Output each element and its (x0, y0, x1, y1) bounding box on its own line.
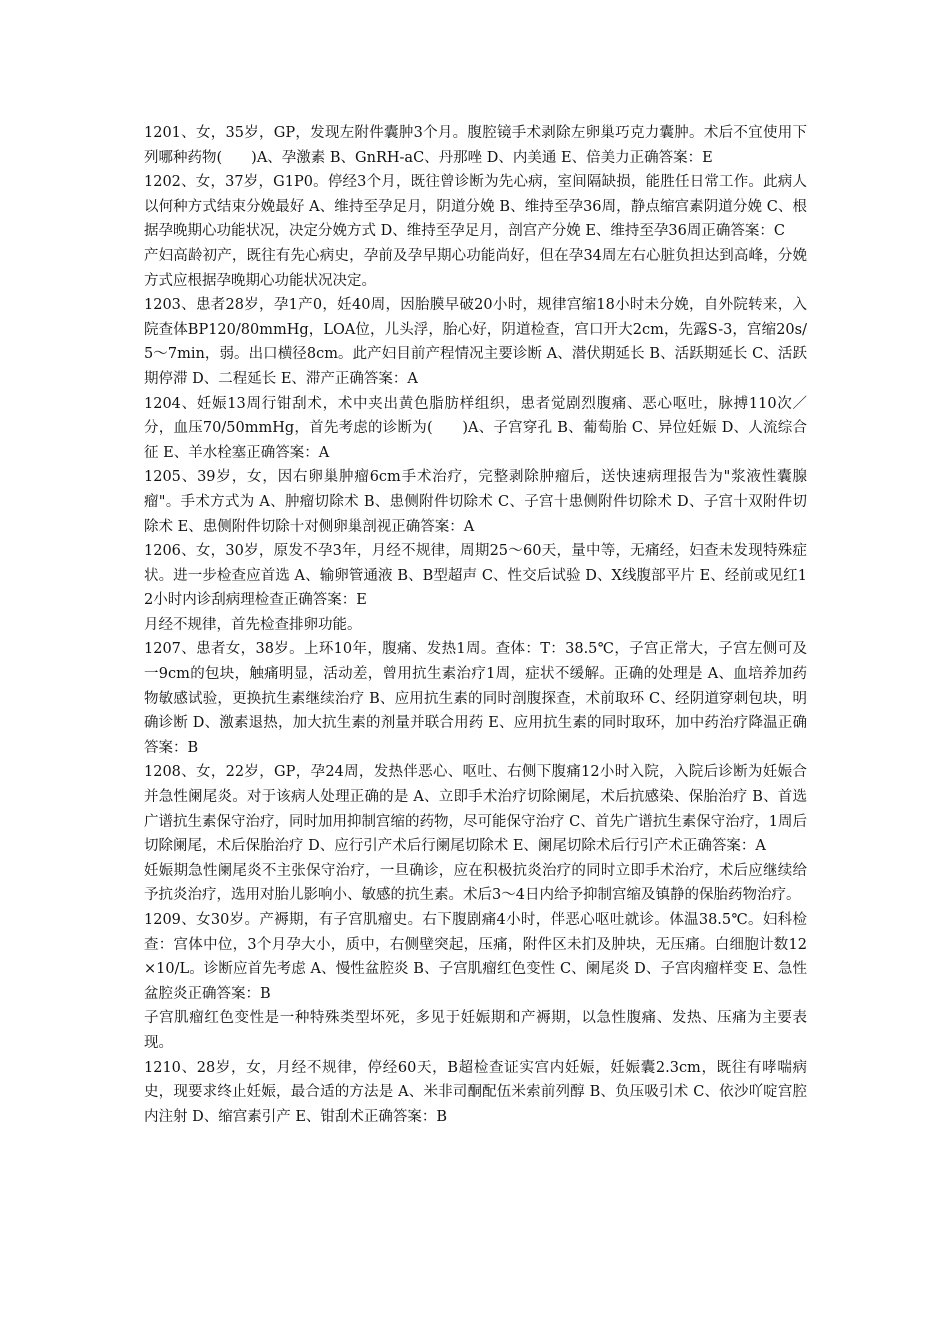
question-1208: 1208、女，22岁，GP，孕24周，发热伴恶心、呕吐、右侧下腹痛12小时入院，入院后诊断为妊娠合并急性阑尾炎。对于该病人处理正确的是 A、立即手术治疗切除阑尾，术后抗感染、保胎治疗 B、首选广谱抗生素保守治疗，同时加用抑制宫缩的药物，尽可能保守治疗 C、首先广谱抗生素保守治疗，1周后切除阑尾，术后保胎治疗 D、应行引产术后行阑尾切除术 E、阑尾切除术后行引产术正确答案：A (144, 764, 807, 855)
explanation-1202: 产妇高龄初产，既往有先心病史，孕前及孕早期心功能尚好，但在孕34周左右心脏负担达到高峰，分娩方式应根据孕晚期心功能状况决定。 (144, 247, 807, 289)
question-1203: 1203、患者28岁，孕1产0，妊40周，因胎膜早破20小时，规律宫缩18小时未分娩，自外院转来，入院查体BP120/80mmHg，LOA位，儿头浮，胎心好，阴道检查，宫口开大2cm，先露S-3，宫缩20s/5～7min，弱。出口横径8cm。此产妇目前产程情况主要诊断 A、潜伏期延长 B、活跃期延长 C、活跃期停滞 D、二程延长 E、滞产正确答案：A (144, 297, 807, 387)
question-1205: 1205、39岁，女，因右卵巢肿瘤6cm手术治疗，完整剥除肿瘤后，送快速病理报告为"浆液性囊腺瘤"。手术方式为 A、肿瘤切除术 B、患侧附件切除术 C、子宫十患侧附件切除术 D、子宫十双附件切除术 E、患侧附件切除十对侧卵巢剖视正确答案：A (144, 469, 807, 535)
question-1202: 1202、女，37岁，G1P0。停经3个月，既往曾诊断为先心病，室间隔缺损，能胜任日常工作。此病人以何种方式结束分娩最好 A、维持至孕足月，阴道分娩 B、维持至孕36周，静点缩宫素阴道分娩 C、根据孕晚期心功能状况，决定分娩方式 D、维持至孕足月，剖宫产分娩 E、维持至孕36周正确答案：C (144, 174, 807, 240)
explanation-1206: 月经不规律，首先检查排卵功能。 (144, 616, 362, 633)
question-1210: 1210、28岁，女，月经不规律，停经60天，B超检查证实宫内妊娠，妊娠囊2.3cm，既往有哮喘病史，现要求终止妊娠，最合适的方法是 A、米非司酮配伍米索前列醇 B、负压吸引术 C、依沙吖啶宫腔内注射 D、缩宫素引产 E、钳刮术正确答案：B (144, 1059, 807, 1125)
question-1206: 1206、女，30岁，原发不孕3年，月经不规律，周期25～60天，量中等，无痛经，妇查未发现特殊症状。进一步检查应首选 A、输卵管通液 B、B型超声 C、性交后试验 D、X线腹部平片 E、经前或见红12小时内诊刮病理检查正确答案：E (144, 543, 807, 609)
question-1204: 1204、妊娠13周行钳刮术，术中夹出黄色脂肪样组织，患者觉剧烈腹痛、恶心呕吐，脉搏110次／分，血压70/50mmHg，首先考虑的诊断为( )A、子宫穿孔 B、葡萄胎 C、异位妊娠 D、人流综合征 E、羊水栓塞正确答案：A (144, 395, 807, 461)
question-1209: 1209、女30岁。产褥期，有子宫肌瘤史。右下腹剧痛4小时，伴恶心呕吐就诊。体温38.5℃。妇科检查：宫体中位，3个月孕大小，质中，右侧壁突起，压痛，附件区未扪及肿块，无压痛。白细胞计数12×10/L。诊断应首先考虑 A、慢性盆腔炎 B、子宫肌瘤红色变性 C、阑尾炎 D、子宫肉瘤样变 E、急性盆腔炎正确答案：B (144, 912, 807, 1002)
question-1207: 1207、患者女，38岁。上环10年，腹痛、发热1周。查体：T：38.5℃，子宫正常大，子宫左侧可及一9cm的包块，触痛明显，活动差，曾用抗生素治疗1周，症状不缓解。正确的处理是 A、血培养加药物敏感试验，更换抗生素继续治疗 B、应用抗生素的同时剖腹探查，术前取环 C、经阴道穿刺包块，明确诊断 D、激素退热，加大抗生素的剂量并联合用药 E、应用抗生素的同时取环，加中药治疗降温正确答案：B (144, 641, 807, 756)
question-1201: 1201、女，35岁，GP，发现左附件囊肿3个月。腹腔镜手术剥除左卵巢巧克力囊肿。术后不宜使用下列哪种药物( )A、孕激素 B、GnRH-aC、丹那唑 D、内美通 E、倍美力正确答案：E (144, 125, 807, 166)
explanation-1208: 妊娠期急性阑尾炎不主张保守治疗，一旦确诊，应在积极抗炎治疗的同时立即手术治疗，术后应继续给予抗炎治疗，选用对胎儿影响小、敏感的抗生素。术后3～4日内给予抑制宫缩及镇静的保胎药物治疗。 (144, 862, 807, 904)
explanation-1209: 子宫肌瘤红色变性是一种特殊类型坏死，多见于妊娠期和产褥期，以急性腹痛、发热、压痛为主要表现。 (144, 1010, 807, 1051)
